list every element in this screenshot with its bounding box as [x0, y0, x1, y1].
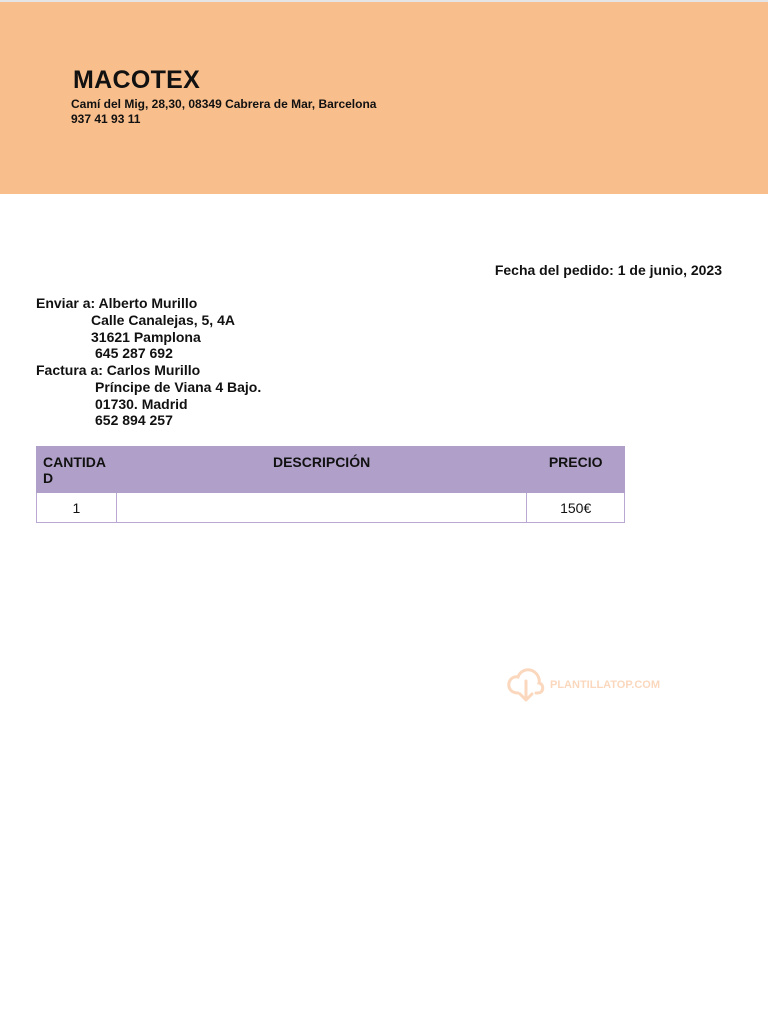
bill-to-city: 01730. Madrid — [95, 396, 188, 412]
table-header-row — [37, 447, 625, 493]
row-price: 150€ — [527, 493, 625, 523]
items-table — [36, 446, 625, 523]
bill-to-phone: 652 894 257 — [95, 412, 173, 428]
company-address: Camí del Mig, 28,30, 08349 Cabrera de Mar, Barcelona — [71, 97, 377, 111]
description-header: DESCRIPCIÓN — [116, 447, 527, 493]
ship-to-city: 31621 Pamplona — [91, 329, 201, 345]
ship-to-phone: 645 287 692 — [95, 345, 173, 361]
order-date: Fecha del pedido: 1 de junio, 2023 — [494, 262, 722, 278]
company-name: MACOTEX — [73, 66, 201, 94]
cloud-download-icon — [506, 666, 546, 704]
header-band — [0, 0, 768, 194]
qty-header-line2: D — [43, 470, 54, 486]
ship-to-street: Calle Canalejas, 5, 4A — [91, 312, 235, 328]
watermark — [506, 666, 660, 704]
qty-header — [37, 447, 117, 493]
company-phone: 937 41 93 11 — [71, 112, 141, 126]
ship-to-name: Enviar a: Alberto Murillo — [36, 295, 198, 311]
bill-to-name: Factura a: Carlos Murillo — [36, 362, 201, 378]
row-qty: 1 — [37, 493, 117, 523]
price-header: PRECIO — [527, 447, 625, 493]
row-description — [116, 493, 527, 523]
watermark-text: PLANTILLATOP.COM — [550, 679, 660, 691]
qty-header-line1: CANTIDA — [43, 454, 106, 470]
bill-to-street: Príncipe de Viana 4 Bajo. — [95, 379, 262, 395]
table-row — [37, 493, 625, 523]
